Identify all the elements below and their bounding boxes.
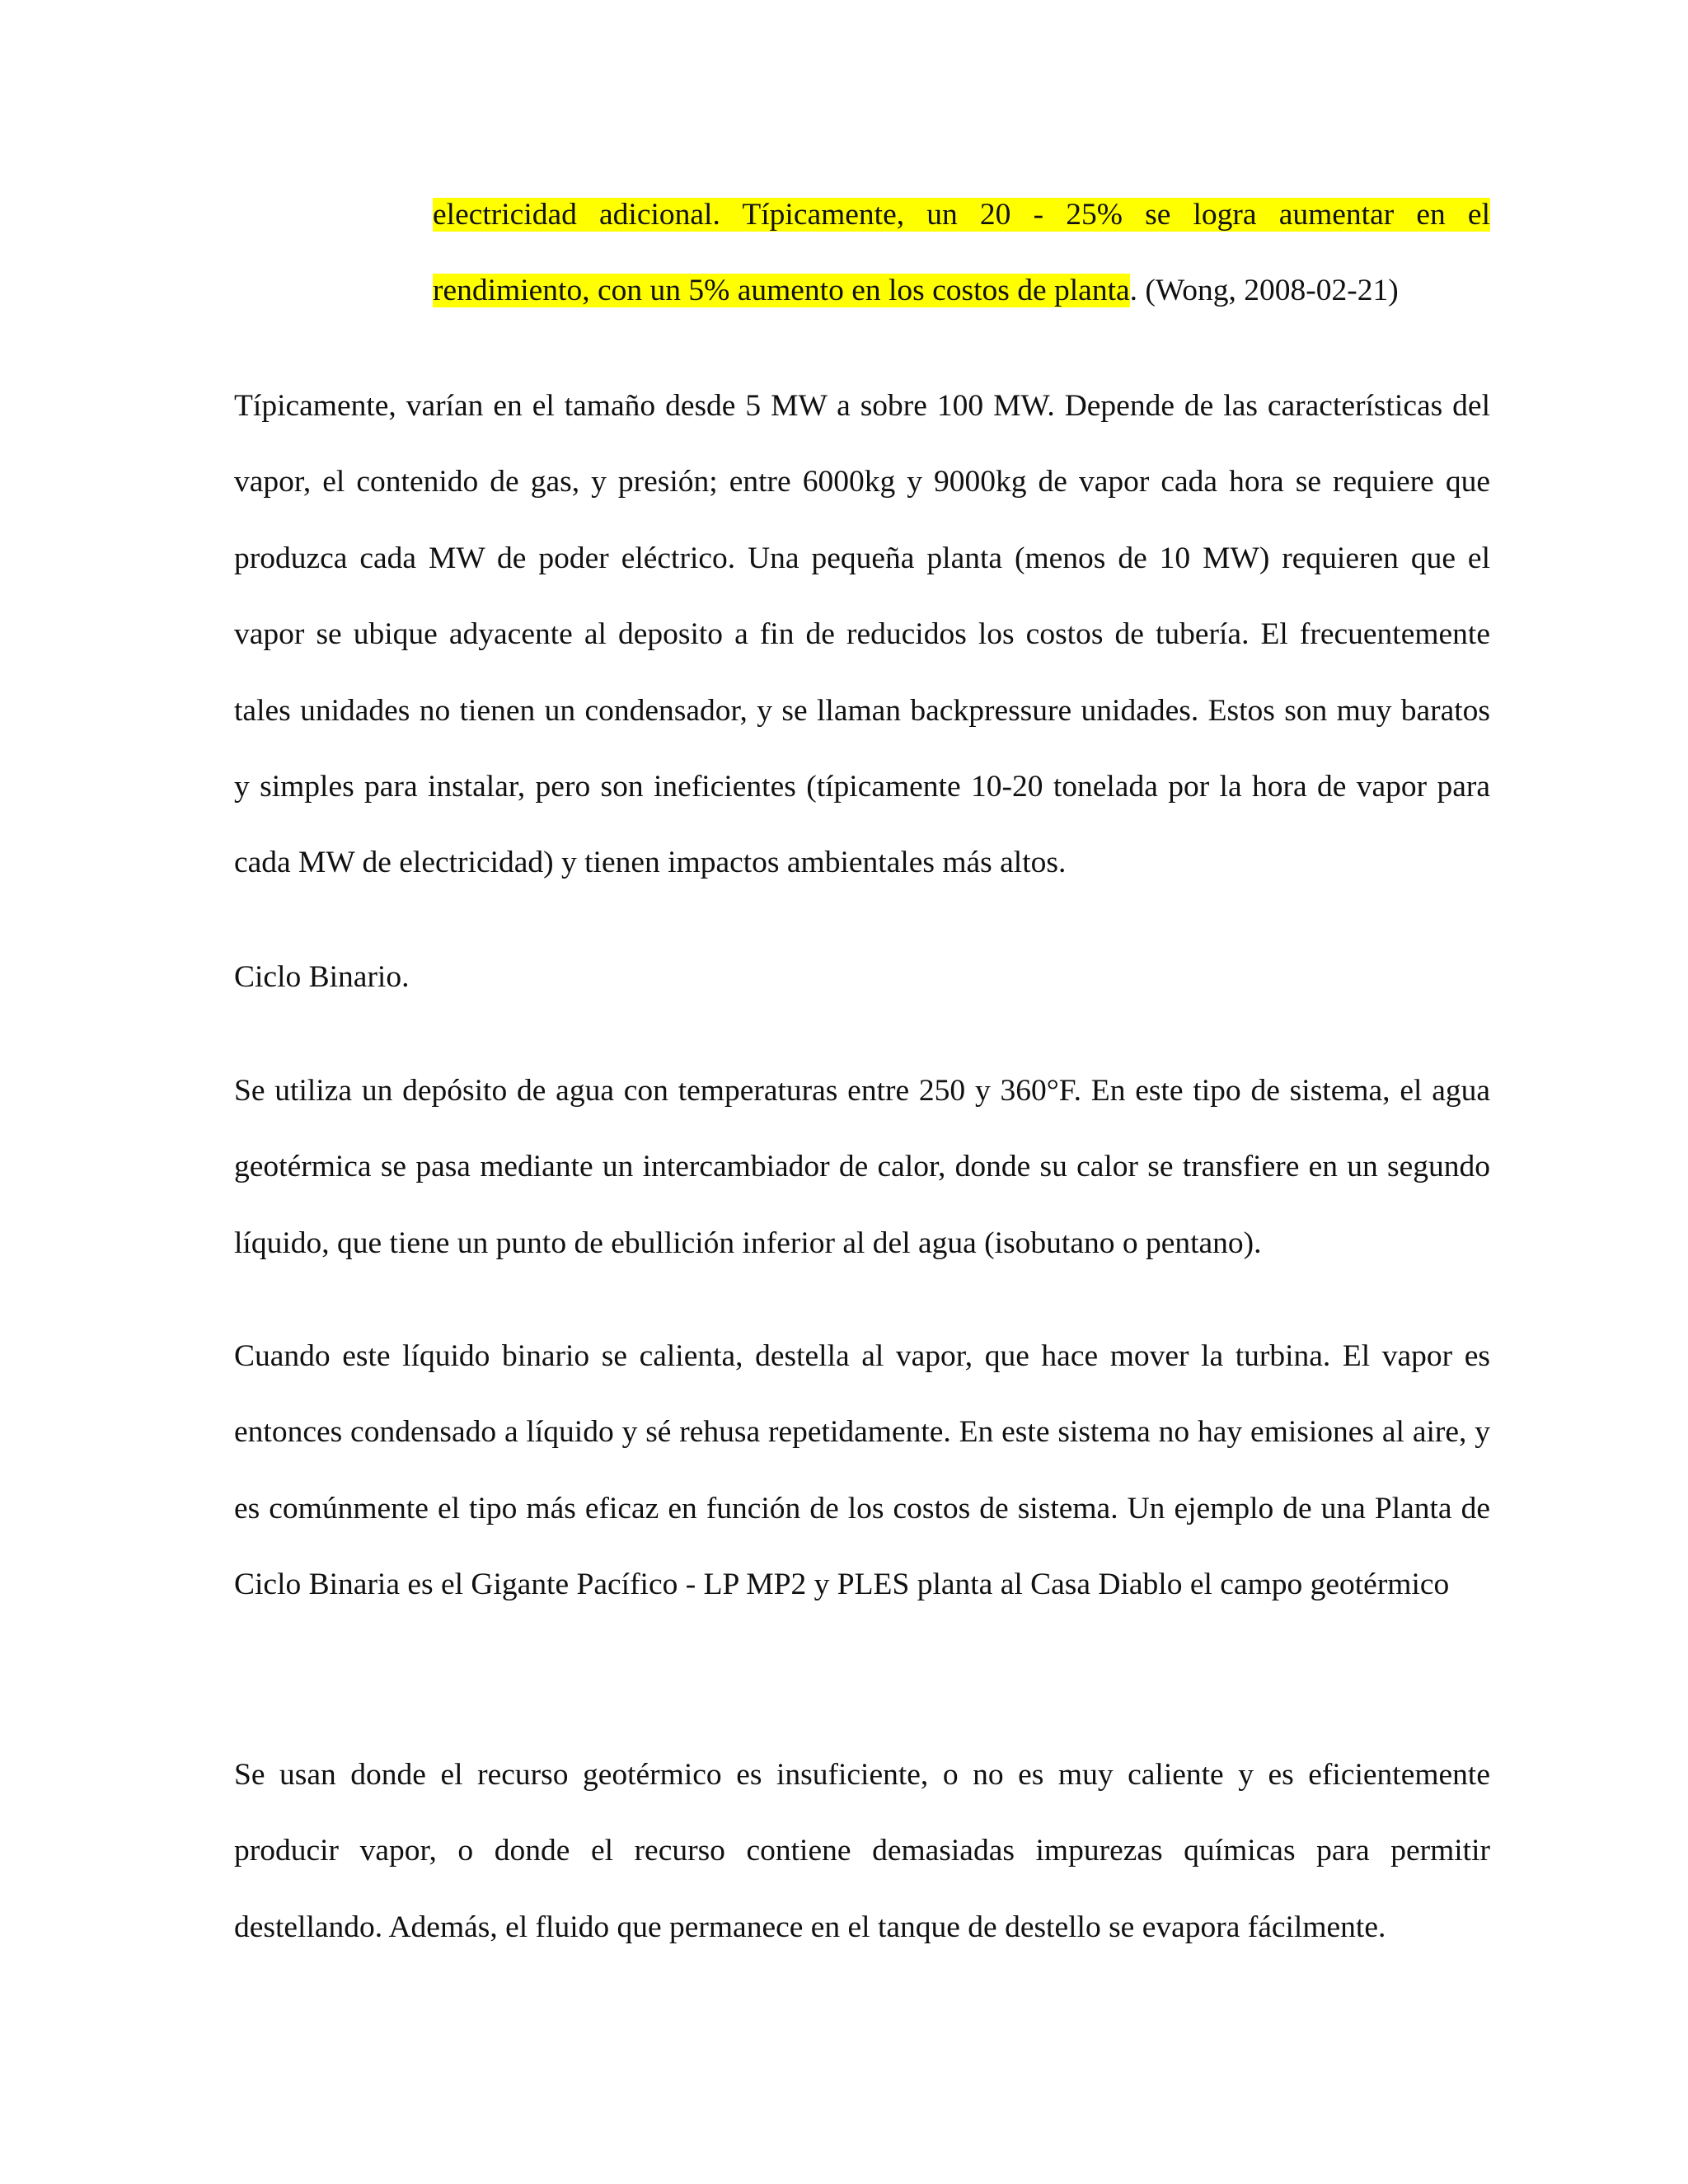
paragraph-plant-size: Típicamente, varían en el tamaño desde 5 MW a sobre 100 MW. Depende de las características del vapor, el contenido de gas, y presión; entre 6000kg y 9000kg de vapor cada hora se requiere que produzca cada MW de poder eléctrico. Una pequeña planta (menos de 10 MW) requieren que el vapor se ubique adyacente al deposito a fin de reducidos los costos de tubería. El frecuentemente tales unidades no tienen un condensador, y se llaman backpressure unidades. Estos son muy baratos y simples para instalar, pero son ineficientes (típicamente 10-20 tonelada por la hora de vapor para cada MW de electricidad) y tienen impactos ambientales más altos. bbox=[234, 389, 1490, 880]
paragraph-binary-cycle-usage: Se usan donde el recurso geotérmico es insuficiente, o no es muy caliente y es eficientemente producir vapor, o donde el recurso contiene demasiadas impurezas químicas para permitir destellando. Además, el fluido que permanece en el tanque de destello se evapora fácilmente. bbox=[234, 1758, 1490, 1944]
highlighted-text: electricidad adicional. Típicamente, un 20 - 25% se logra aumentar en el rendimiento, con un 5% aumento en los costos de planta bbox=[433, 198, 1490, 308]
paragraph-binary-cycle-operation: Cuando este líquido binario se calienta, destella al vapor, que hace mover la turbina. El vapor es entonces condensado a líquido y sé rehusa repetidamente. En este sistema no hay emisiones al aire, y es comúnmente el tipo más eficaz en función de los costos de sistema. Un ejemplo de una Planta de Ciclo Binaria es el Gigante Pacífico - LP MP2 y PLES planta al Casa Diablo el campo geotérmico bbox=[234, 1339, 1490, 1602]
citation-text: . (Wong, 2008-02-21) bbox=[1129, 274, 1399, 308]
paragraph-binary-cycle-description: Se utiliza un depósito de agua con temperaturas entre 250 y 360°F. En este tipo de sistema, el agua geotérmica se pasa mediante un intercambiador de calor, donde su calor se transfiere en un segundo líquido, que tiene un punto de ebullición inferior al del agua (isobutano o pentano). bbox=[234, 1074, 1490, 1260]
highlighted-quote bbox=[433, 177, 1490, 330]
section-heading-ciclo-binario: Ciclo Binario. bbox=[234, 960, 410, 994]
